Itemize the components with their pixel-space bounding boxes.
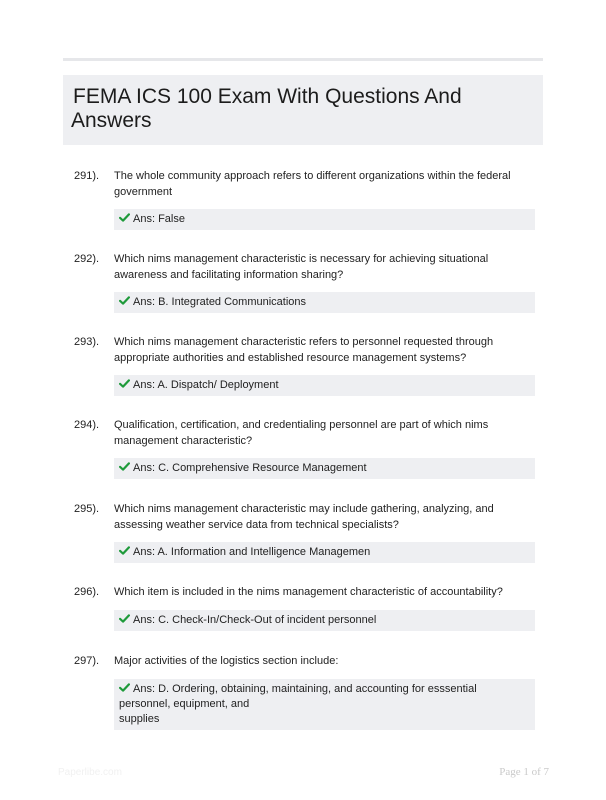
footer-watermark: Paperlibe.com bbox=[58, 767, 122, 778]
check-icon bbox=[119, 378, 130, 389]
question-number: 295). bbox=[74, 503, 100, 515]
check-icon bbox=[119, 682, 130, 693]
answer-text: Ans: C. Check-In/Check-Out of incident personnel bbox=[133, 614, 377, 626]
answer-box bbox=[114, 292, 535, 313]
check-icon bbox=[119, 461, 130, 472]
top-divider bbox=[63, 58, 543, 61]
page-indicator: Page 1 of 7 bbox=[499, 766, 549, 778]
answer-box bbox=[114, 610, 535, 631]
check-icon bbox=[119, 295, 130, 306]
question-number: 297). bbox=[74, 655, 100, 667]
question-text: Which nims management characteristic may include gathering, analyzing, and assessing weather service data from technical specialists? bbox=[114, 503, 494, 531]
question-text: Which nims management characteristic is necessary for achieving situational awareness and facilitating information sharing? bbox=[114, 253, 489, 281]
answer-text: Ans: False bbox=[133, 213, 185, 225]
answer-text: Ans: A. Dispatch/ Deployment bbox=[133, 379, 279, 391]
check-icon bbox=[119, 613, 130, 624]
answer-box bbox=[114, 375, 535, 396]
answer-text: Ans: D. Ordering, obtaining, maintaining, and accounting for esssential personnel, equipment, and supplies bbox=[119, 683, 477, 725]
question-text: Qualification, certification, and credentialing personnel are part of which nims management characteristic? bbox=[114, 419, 489, 447]
question-number: 293). bbox=[74, 336, 100, 348]
answer-box bbox=[114, 209, 535, 230]
page-title: FEMA ICS 100 Exam With Questions And Answers bbox=[71, 85, 462, 132]
question-number: 292). bbox=[74, 253, 100, 265]
question-text: Major activities of the logistics section include: bbox=[114, 655, 339, 667]
title-banner bbox=[63, 75, 543, 145]
answer-text: Ans: A. Information and Intelligence Managemen bbox=[133, 546, 371, 558]
check-icon bbox=[119, 545, 130, 556]
check-icon bbox=[119, 212, 130, 223]
answer-box bbox=[114, 458, 535, 479]
question-number: 294). bbox=[74, 419, 100, 431]
question-text: The whole community approach refers to different organizations within the federal government bbox=[114, 170, 511, 198]
answer-text: Ans: B. Integrated Communications bbox=[133, 296, 307, 308]
question-text: Which item is included in the nims management characteristic of accountability? bbox=[114, 586, 503, 598]
question-number: 291). bbox=[74, 170, 100, 182]
question-text: Which nims management characteristic refers to personnel requested through appropriate authorities and established resource management systems? bbox=[114, 336, 494, 364]
question-number: 296). bbox=[74, 586, 100, 598]
answer-box bbox=[114, 679, 535, 730]
answer-box bbox=[114, 542, 535, 563]
answer-text: Ans: C. Comprehensive Resource Management bbox=[133, 462, 367, 474]
